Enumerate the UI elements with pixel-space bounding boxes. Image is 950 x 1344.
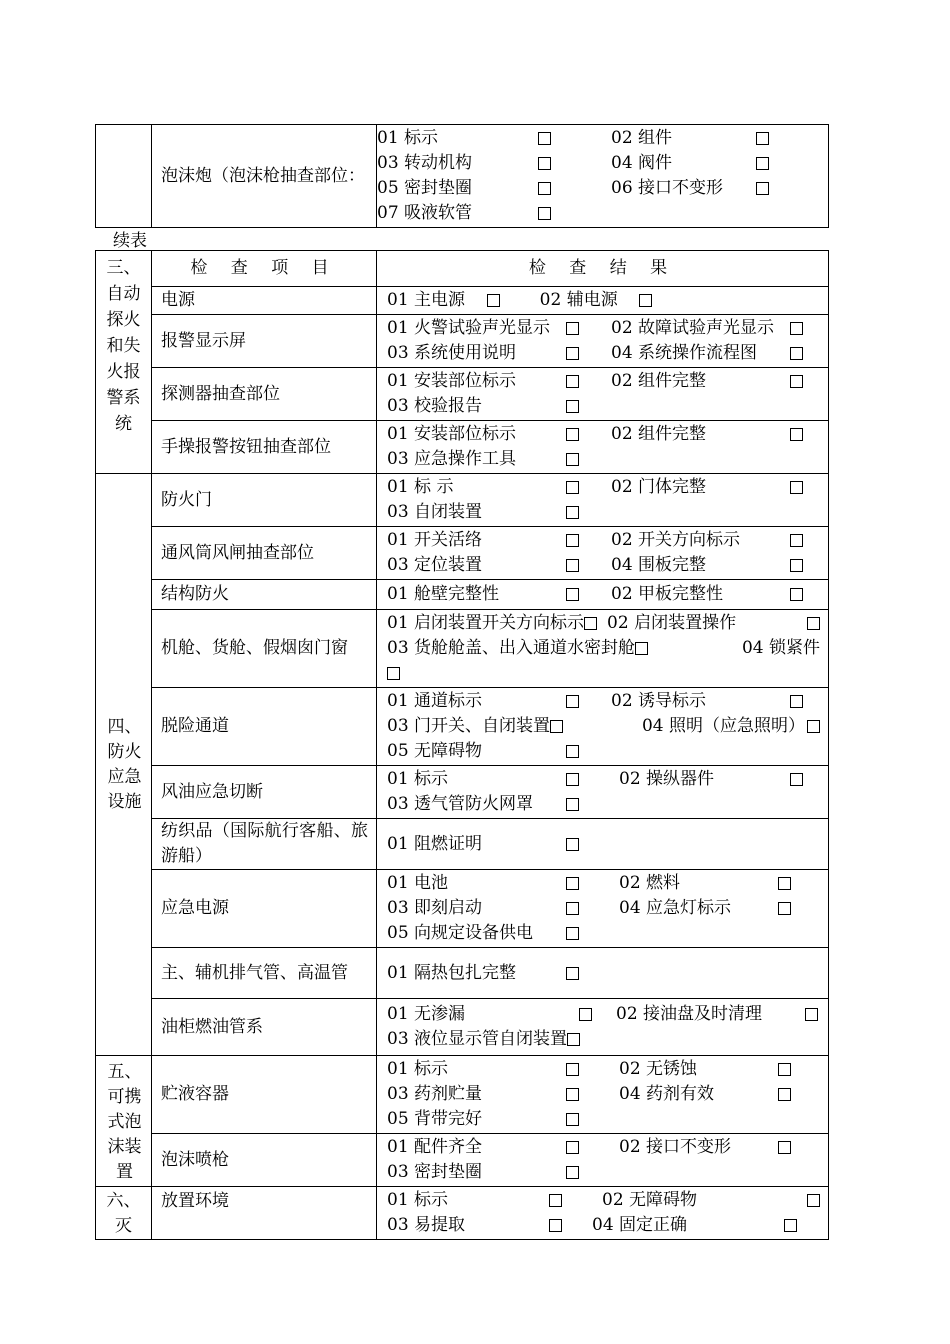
- item-fan-oil-shutoff: 风油应急切断: [152, 766, 377, 819]
- checkbox[interactable]: [538, 132, 551, 145]
- checkbox[interactable]: [566, 1063, 579, 1076]
- checkbox[interactable]: [566, 927, 579, 940]
- checkbox[interactable]: [566, 453, 579, 466]
- checkbox[interactable]: [549, 1194, 562, 1207]
- checkbox[interactable]: [778, 1141, 791, 1154]
- result-vent-damper: 01 开关活络 02 开关方向标示 03 定位装置 04 围板完整: [377, 527, 829, 580]
- checkbox[interactable]: [635, 642, 648, 655]
- result-text: 06 接口不变形: [611, 178, 724, 198]
- item-escape-route: 脱险通道: [152, 688, 377, 766]
- empty-section-cell: [96, 125, 152, 228]
- result-manual-button: 01 安装部位标示 02 组件完整 03 应急操作工具: [377, 421, 829, 474]
- checkbox[interactable]: [566, 534, 579, 547]
- checkbox[interactable]: [756, 182, 769, 195]
- checkbox[interactable]: [566, 588, 579, 601]
- checkbox[interactable]: [790, 347, 803, 360]
- result-liquid-container: 01 标示 02 无锈蚀 03 药剂贮量 04 药剂有效 05 背带完好: [377, 1056, 829, 1134]
- item-foam-cannon: [152, 125, 377, 228]
- result-structural-fire: 01 舱壁完整性 02 甲板完整性: [377, 580, 829, 610]
- checkbox[interactable]: [790, 534, 803, 547]
- result-textiles: 01 阻燃证明: [377, 819, 829, 870]
- item-engine-cargo-doors: 机舱、货舱、假烟囱门窗: [152, 610, 377, 688]
- checkbox[interactable]: [584, 617, 597, 630]
- result-text: 03 转动机构: [377, 153, 473, 173]
- item-textiles: 纺织品（国际航行客船、旅游船）: [152, 819, 377, 870]
- checkbox[interactable]: [566, 1141, 579, 1154]
- checkbox[interactable]: [566, 745, 579, 758]
- checkbox[interactable]: [784, 1219, 797, 1232]
- checkbox[interactable]: [566, 1088, 579, 1101]
- checkbox[interactable]: [639, 294, 652, 307]
- checkbox[interactable]: [538, 207, 551, 220]
- checkbox[interactable]: [807, 1194, 820, 1207]
- checkbox[interactable]: [807, 720, 820, 733]
- result-cell: [377, 125, 829, 228]
- checkbox[interactable]: [567, 1033, 580, 1046]
- checkbox[interactable]: [778, 877, 791, 890]
- checkbox[interactable]: [807, 617, 820, 630]
- checkbox[interactable]: [778, 902, 791, 915]
- result-power: 01 主电源 02 辅电源: [377, 287, 829, 315]
- checkbox[interactable]: [487, 294, 500, 307]
- checkbox[interactable]: [566, 1113, 579, 1126]
- checkbox[interactable]: [790, 695, 803, 708]
- result-placement-env: 01 标示 02 无障碍物 03 易提取 04 固定正确: [377, 1187, 829, 1240]
- checkbox[interactable]: [566, 798, 579, 811]
- result-fire-door: 01 标 示 02 门体完整 03 自闭装置: [377, 474, 829, 527]
- checkbox[interactable]: [566, 1166, 579, 1179]
- result-text: 07 吸液软管: [377, 203, 473, 223]
- checkbox[interactable]: [566, 428, 579, 441]
- checkbox[interactable]: [566, 481, 579, 494]
- result-escape-route: 01 通道标示 02 诱导标示 03 门开关、自闭装置 04 照明（应急照明） 05 无障碍物: [377, 688, 829, 766]
- item-exhaust-pipes: 主、辅机排气管、高温管: [152, 948, 377, 999]
- result-text: 05 密封垫圈: [377, 178, 473, 198]
- checkbox[interactable]: [790, 773, 803, 786]
- result-text: 01 标示: [377, 128, 439, 148]
- item-label: 泡沫炮（泡沫枪抽查部位：: [161, 165, 365, 186]
- result-alarm-panel: 01 火警试验声光显示 02 故障试验声光显示 03 系统使用说明 04 系统操作流程图: [377, 315, 829, 368]
- item-placement-env: 放置环境: [152, 1187, 377, 1240]
- item-foam-nozzle: 泡沫喷枪: [152, 1134, 377, 1187]
- checkbox[interactable]: [756, 157, 769, 170]
- header-item: 检 查 项 目: [152, 251, 377, 287]
- checkbox[interactable]: [790, 588, 803, 601]
- item-emergency-power: 应急电源: [152, 870, 377, 948]
- checkbox[interactable]: [566, 695, 579, 708]
- result-emergency-power: 01 电池 02 燃料 03 即刻启动 04 应急灯标示 05 向规定设备供电: [377, 870, 829, 948]
- item-vent-damper: 通风筒风闸抽查部位: [152, 527, 377, 580]
- checkbox[interactable]: [538, 157, 551, 170]
- result-exhaust-pipes: 01 隔热包扎完整: [377, 948, 829, 999]
- section-4: 四、防火应急设施: [96, 474, 152, 1056]
- item-liquid-container: 贮液容器: [152, 1056, 377, 1134]
- top-table: [95, 124, 829, 228]
- checkbox[interactable]: [805, 1008, 818, 1021]
- checkbox[interactable]: [566, 877, 579, 890]
- item-manual-button: 手操报警按钮抽查部位: [152, 421, 377, 474]
- checkbox[interactable]: [549, 1219, 562, 1232]
- item-structural-fire: 结构防火: [152, 580, 377, 610]
- checkbox[interactable]: [566, 559, 579, 572]
- checkbox[interactable]: [566, 322, 579, 335]
- item-fire-door: 防火门: [152, 474, 377, 527]
- checkbox[interactable]: [566, 400, 579, 413]
- checkbox[interactable]: [566, 773, 579, 786]
- result-engine-cargo-doors: 01 启闭装置开关方向标示 02 启闭装置操作 03 货舱舱盖、出入通道水密封舱 04 锁紧件: [377, 610, 829, 688]
- result-fuel-tank-piping: 01 无渗漏 02 接油盘及时清理 03 液位显示管自闭装置: [377, 999, 829, 1056]
- result-fan-oil-shutoff: 01 标示 02 操纵器件 03 透气管防火网罩: [377, 766, 829, 819]
- checkbox[interactable]: [566, 506, 579, 519]
- checkbox[interactable]: [579, 1008, 592, 1021]
- checkbox[interactable]: [566, 967, 579, 980]
- section-5: 五、可携式泡沫装置: [96, 1056, 152, 1187]
- item-power: 电源: [152, 287, 377, 315]
- checkbox[interactable]: [790, 428, 803, 441]
- checkbox[interactable]: [566, 347, 579, 360]
- checkbox[interactable]: [790, 375, 803, 388]
- checkbox[interactable]: [756, 132, 769, 145]
- checkbox[interactable]: [778, 1063, 791, 1076]
- item-fuel-tank-piping: 油柜燃油管系: [152, 999, 377, 1056]
- checkbox[interactable]: [566, 375, 579, 388]
- checkbox[interactable]: [790, 559, 803, 572]
- continued-label: 续表: [113, 231, 147, 251]
- result-text: 02 组件: [611, 128, 673, 148]
- checkbox[interactable]: [790, 481, 803, 494]
- checkbox[interactable]: [387, 667, 400, 680]
- header-result: 检 查 结 果: [377, 251, 829, 287]
- checkbox[interactable]: [778, 1088, 791, 1101]
- result-detector: 01 安装部位标示 02 组件完整 03 校验报告: [377, 368, 829, 421]
- checkbox[interactable]: [550, 720, 563, 733]
- checkbox[interactable]: [790, 322, 803, 335]
- item-detector: 探测器抽查部位: [152, 368, 377, 421]
- section-6: 六、灭: [96, 1187, 152, 1240]
- result-text: 04 阀件: [611, 153, 673, 173]
- item-alarm-panel: 报警显示屏: [152, 315, 377, 368]
- section-3: 三、自动探火和失火报警系统: [96, 251, 152, 474]
- checkbox[interactable]: [566, 838, 579, 851]
- checkbox[interactable]: [538, 182, 551, 195]
- inspection-table: [95, 250, 829, 1240]
- checkbox[interactable]: [566, 902, 579, 915]
- result-foam-nozzle: 01 配件齐全 02 接口不变形 03 密封垫圈: [377, 1134, 829, 1187]
